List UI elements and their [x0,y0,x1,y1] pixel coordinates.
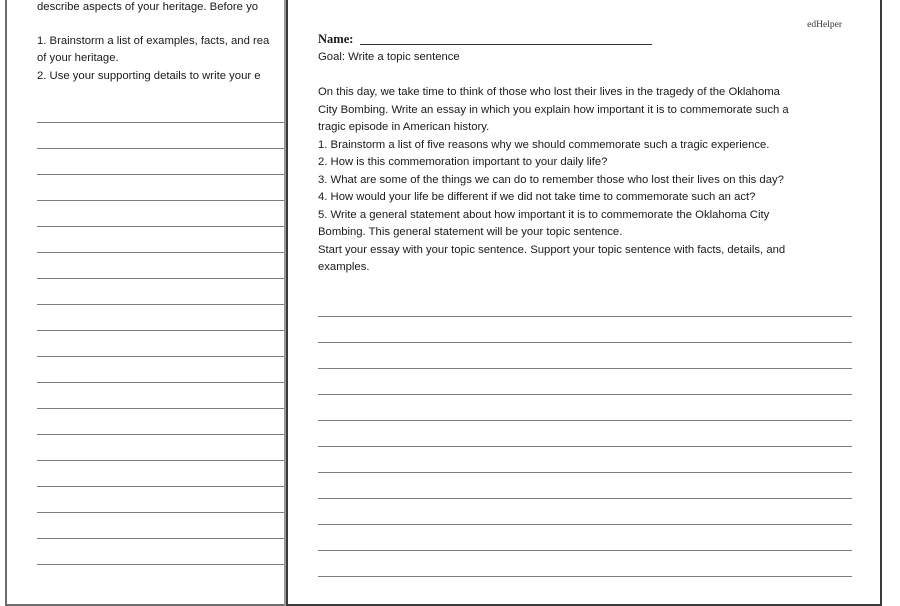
writing-line [37,460,286,461]
writing-line [37,486,286,487]
writing-line [37,512,286,513]
writing-line [37,122,286,123]
writing-line [318,420,852,421]
back-text-line: 1. Brainstorm a list of examples, facts, and rea [37,35,270,47]
writing-line [318,524,852,525]
writing-line [37,382,286,383]
writing-line [37,252,286,253]
writing-line [318,342,852,343]
prompt-line: City Bombing. Write an essay in which you explain how important it is to commemorate such a [318,103,789,116]
writing-line [37,538,286,539]
writing-line [37,174,286,175]
writing-line [318,394,852,395]
writing-line [37,148,286,149]
prompt-line: examples. [318,261,370,273]
writing-line [37,564,286,565]
prompt-line: 1. Brainstorm a list of five reasons why we should commemorate such a tragic experience. [318,138,770,151]
prompt-line: 2. How is this commemoration important to your daily life? [318,156,608,168]
prompt-line: Start your essay with your topic sentence. Support your topic sentence with facts, details, and [318,243,786,256]
writing-line [318,472,852,473]
writing-line [318,368,852,369]
writing-line [37,408,286,409]
prompt-line: 3. What are some of the things we can do to remember those who lost their lives on this day? [318,173,784,186]
writing-line [37,226,286,227]
back-text-line: of your heritage. [37,52,119,64]
writing-line [37,278,286,279]
writing-line [318,316,852,317]
prompt-line: Bombing. This general statement will be your topic sentence. [318,226,623,238]
writing-line [318,550,852,551]
prompt-line: 4. How would your life be different if we did not take time to commemorate such an act? [318,191,756,203]
writing-line [37,304,286,305]
prompt-line: 5. Write a general statement about how important it is to commemorate the Oklahoma City [318,208,770,221]
back-text-line: 2. Use your supporting details to write your e [37,70,261,82]
writing-line [37,330,286,331]
writing-line [318,498,852,499]
writing-line [318,446,852,447]
goal-text: Goal: Write a topic sentence [318,51,460,63]
name-field-line [360,44,652,45]
prompt-line: tragic episode in American history. [318,121,490,133]
name-label: Name: [318,32,354,46]
writing-line [37,200,286,201]
prompt-line: On this day, we take time to think of those who lost their lives in the tragedy of the Oklahoma [318,86,780,98]
writing-line [318,576,852,577]
back-worksheet [5,0,286,606]
back-text-line: describe aspects of your heritage. Before yo [37,1,259,13]
front-worksheet [286,0,882,606]
writing-line [37,356,286,357]
brand-logo-text: edHelper [807,20,842,30]
writing-line [37,434,286,435]
